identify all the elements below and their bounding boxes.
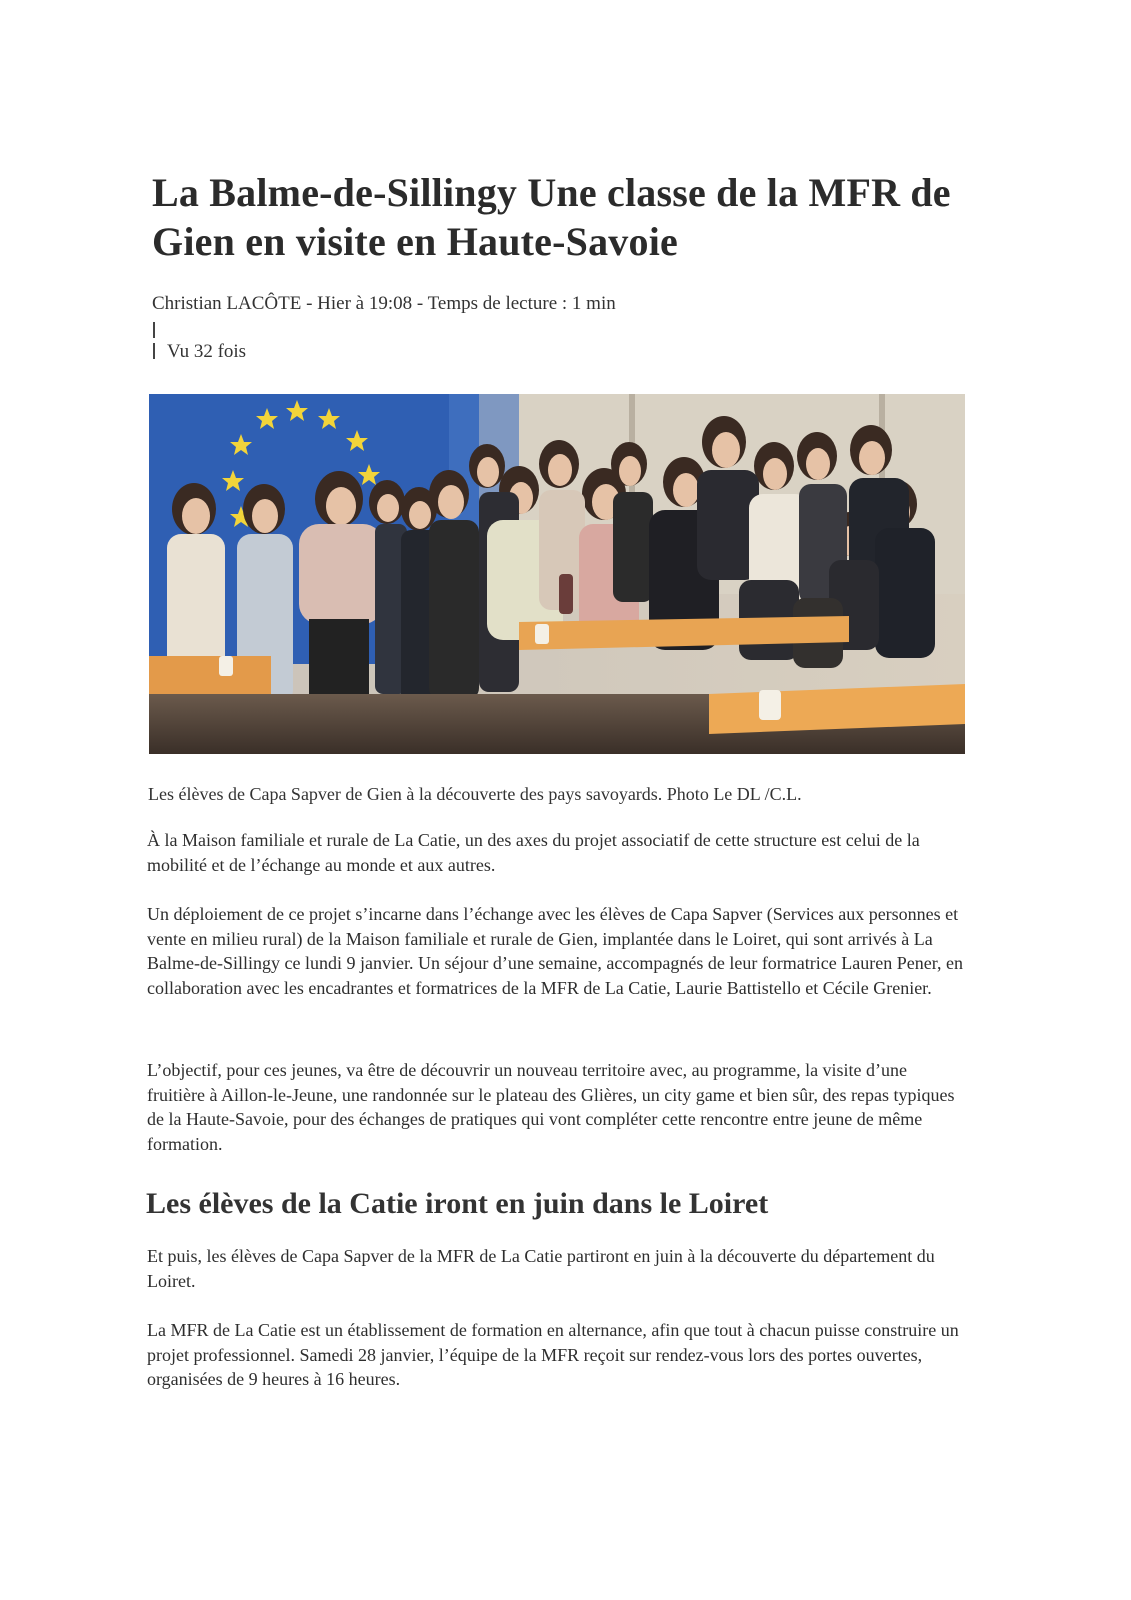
section-subtitle: Les élèves de la Catie iront en juin dans le Loiret bbox=[146, 1187, 769, 1220]
article-paragraph: L’objectif, pour ces jeunes, va être de découvrir un nouveau territoire avec, au programme, la visite d’une fruitière à Aillon-le-Jeune, une randonnée sur le plateau des Glières, un city game et bien sûr, des repas typiques de la Haute-Savoie, pour des échanges de pratiques qui vont compléter cette rencontre entre jeune de même formation. bbox=[147, 1060, 955, 1154]
article-paragraph: Et puis, les élèves de Capa Sapver de la MFR de La Catie partiront en juin à la découverte du département du Loiret. bbox=[147, 1246, 935, 1291]
article-byline: Christian LACÔTE - Hier à 19:08 - Temps de lecture : 1 min bbox=[152, 293, 616, 314]
article-paragraph: À la Maison familiale et rurale de La Catie, un des axes du projet associatif de cette structure est celui de la mobilité et de l’échange au monde et aux autres. bbox=[147, 830, 920, 875]
separator-bar bbox=[153, 322, 155, 338]
view-count-text: Vu 32 fois bbox=[167, 341, 247, 362]
article-paragraph: La MFR de La Catie est un établissement de formation en alternance, afin que tout à chacun puisse construire un projet professionnel. Samedi 28 janvier, l’équipe de la MFR reçoit sur rendez-vous lors des portes ouvertes, organisées de 9 heures à 16 heures. bbox=[147, 1320, 959, 1389]
view-count bbox=[153, 340, 246, 364]
article-paragraph: Un déploiement de ce projet s’incarne dans l’échange avec les élèves de Capa Sapver (Services aux personnes et vente en milieu rural) de la Maison familiale et rurale de Gien, implantée dans le Loiret, qui sont arrivés à La Balme-de-Sillingy ce lundi 9 janvier. Un séjour d’une semaine, accompagnés de leur formatrice Lauren Pener, en collaboration avec les encadrantes et formatrices de la MFR de La Catie, Laurie Battistello et Cécile Grenier. bbox=[147, 904, 963, 998]
table bbox=[149, 656, 271, 694]
separator-bar bbox=[153, 343, 155, 359]
photo-caption: Les élèves de Capa Sapver de Gien à la découverte des pays savoyards. Photo Le DL /C.L. bbox=[148, 784, 802, 804]
article-title: La Balme-de-Sillingy Une classe de la MFR de Gien en visite en Haute-Savoie bbox=[152, 170, 951, 264]
article-photo bbox=[149, 394, 965, 754]
